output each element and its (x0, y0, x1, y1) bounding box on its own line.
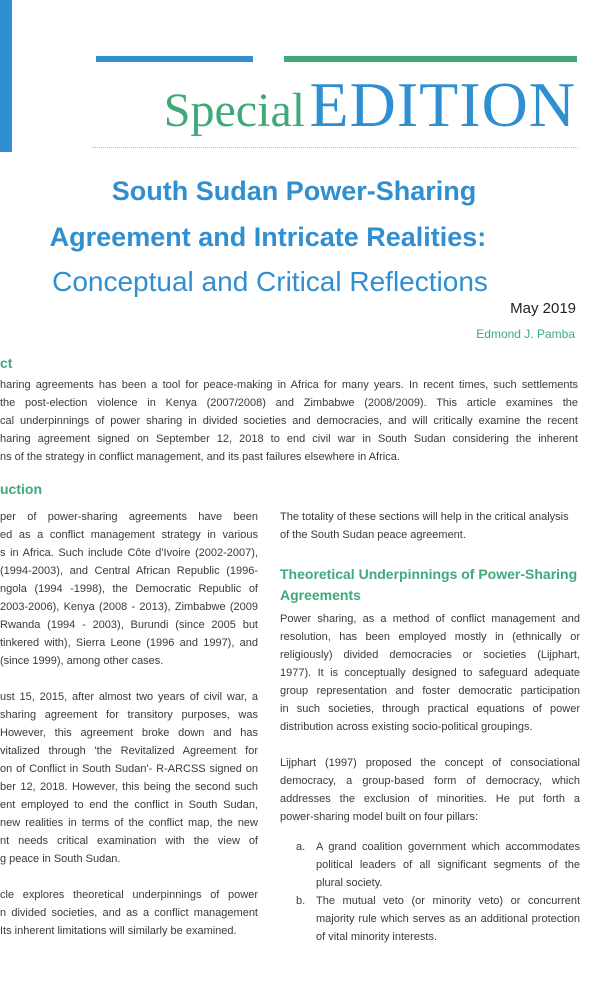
title-line-2: Agreement and Intricate Realities: (49, 222, 487, 252)
masthead-rule-green (284, 56, 577, 62)
text-line: per of power-sharing agreements have been (0, 511, 258, 523)
abstract-line: ns of the strategy in conflict management, and its past failures elsewhere in Africa. (0, 451, 400, 463)
section-heading-line-1: Theoretical Underpinnings of Power-Sharing (280, 566, 578, 582)
pillars-list (280, 838, 580, 946)
abstract-line: cal underpinnings of power sharing in divided societies and democracies, and will critically examine the recent (0, 415, 578, 427)
masthead-rule-blue (96, 56, 253, 62)
text-line: The totality of these sections will help in the critical analysis (280, 511, 569, 523)
text-line: (since 1999), among other cases. (0, 655, 164, 667)
text-line: addresses the exclusion of minorities. He put forth a (280, 793, 580, 805)
text-line: (1994-2003), and Central African Republic (1996- (0, 565, 258, 577)
text-line: However, this agreement broke down and has (0, 727, 258, 739)
text-line: of the South Sudan peace agreement. (280, 529, 466, 541)
text-line: ngola (1994 -1998), the Democratic Republic of (0, 583, 258, 595)
masthead-edition: EDITION (309, 69, 576, 140)
abstract-line: haring agreement signed on September 12, 2018 to end civil war in South Sudan considering the inherent (0, 433, 578, 445)
abstract-text (0, 376, 578, 466)
text-line: power-sharing model built on four pillars: (280, 811, 479, 823)
text-line: A grand coalition government which accommodates (316, 841, 580, 853)
text-line: ber 12, 2018. However, this being the second such (0, 781, 258, 793)
text-line: sharing agreement for transitory purposes, was (0, 709, 258, 721)
text-line: Power sharing, as a method of conflict management and (280, 613, 580, 625)
text-line: religiously) divided democracies or societies (Lijphart, (280, 649, 580, 661)
text-line: Rwanda (1994 - 2003), Burundi (since 2005 but (0, 619, 258, 631)
right-paragraph-0 (280, 508, 580, 544)
text-line: of vital minority interests. (316, 931, 438, 943)
intro-paragraph-1 (0, 508, 258, 670)
abstract-heading: ct (0, 355, 13, 371)
text-line: 2003-2006), Kenya (2008 - 2013), Zimbabwe (2009 (0, 601, 258, 613)
text-line: democracy, a group-based form of democracy, which (280, 775, 580, 787)
text-line: s in Africa. Such include Côte d'Ivoire (2002-2007), (0, 547, 258, 559)
list-item (280, 892, 580, 946)
text-line: distribution across existing socio-political groupings. (280, 721, 533, 733)
text-line: tinkered with), Sierra Leone (1996 and 1997), and (0, 637, 258, 649)
text-line: group representation and foster democratic participation (280, 685, 580, 697)
masthead-divider (92, 147, 578, 148)
text-line: Lijphart (1997) proposed the concept of consociational (280, 757, 580, 769)
text-line: vitalized through 'the Revitalized Agreement for (0, 745, 258, 757)
text-line: Its inherent limitations will similarly be examined. (0, 925, 237, 937)
text-line: 1977). It is conceptually designed to safeguard adequate (280, 667, 580, 679)
text-line: g peace in South Sudan. (0, 853, 121, 865)
text-line: new realities in terms of the conflict map, the new (0, 817, 258, 829)
abstract-line: haring agreements has been a tool for peace-making in Africa for many years. In recent times, such settlements (0, 379, 578, 391)
right-paragraph-1 (280, 610, 580, 736)
text-line: in such societies, through practical equations of power (280, 703, 580, 715)
text-line: resolution, has been employed mostly in (ethnically or (280, 631, 580, 643)
text-line: political leaders of all significant segments of the (316, 859, 580, 871)
text-line: on of Conflict in South Sudan'- R-ARCSS signed on (0, 763, 258, 775)
masthead (0, 68, 576, 138)
text-line: n divided societies, and as a conflict management (0, 907, 258, 919)
text-line: ed as a conflict management strategy in various (0, 529, 258, 541)
right-paragraph-2 (280, 754, 580, 826)
text-line: cle explores theoretical underpinnings of power (0, 889, 258, 901)
abstract-line: the post-election violence in Kenya (2007/2008) and Zimbabwe (2008/2009). This article examines the (0, 397, 578, 409)
list-marker: a. (296, 841, 306, 853)
text-line: plural society. (316, 877, 383, 889)
text-line: majority rule which serves as an additional protection (316, 913, 580, 925)
title-line-3: Conceptual and Critical Reflections (52, 266, 488, 297)
intro-paragraph-2 (0, 688, 258, 868)
title-line-1: South Sudan Power-Sharing (111, 176, 477, 206)
text-line: ust 15, 2015, after almost two years of civil war, a (0, 691, 258, 703)
list-marker: b. (296, 895, 306, 907)
publication-date: May 2019 (510, 300, 576, 317)
list-item (280, 838, 580, 892)
text-line: ent employed to end the conflict in South Sudan, (0, 799, 258, 811)
introduction-heading: uction (0, 481, 42, 497)
intro-paragraph-3 (0, 886, 258, 940)
text-line: nt needs critical examination with the view of (0, 835, 258, 847)
masthead-special: Special (163, 84, 306, 137)
section-heading-line-2: Agreements (280, 587, 361, 603)
text-line: The mutual veto (or minority veto) or concurrent (316, 895, 580, 907)
author-name: Edmond J. Pamba (476, 327, 575, 341)
